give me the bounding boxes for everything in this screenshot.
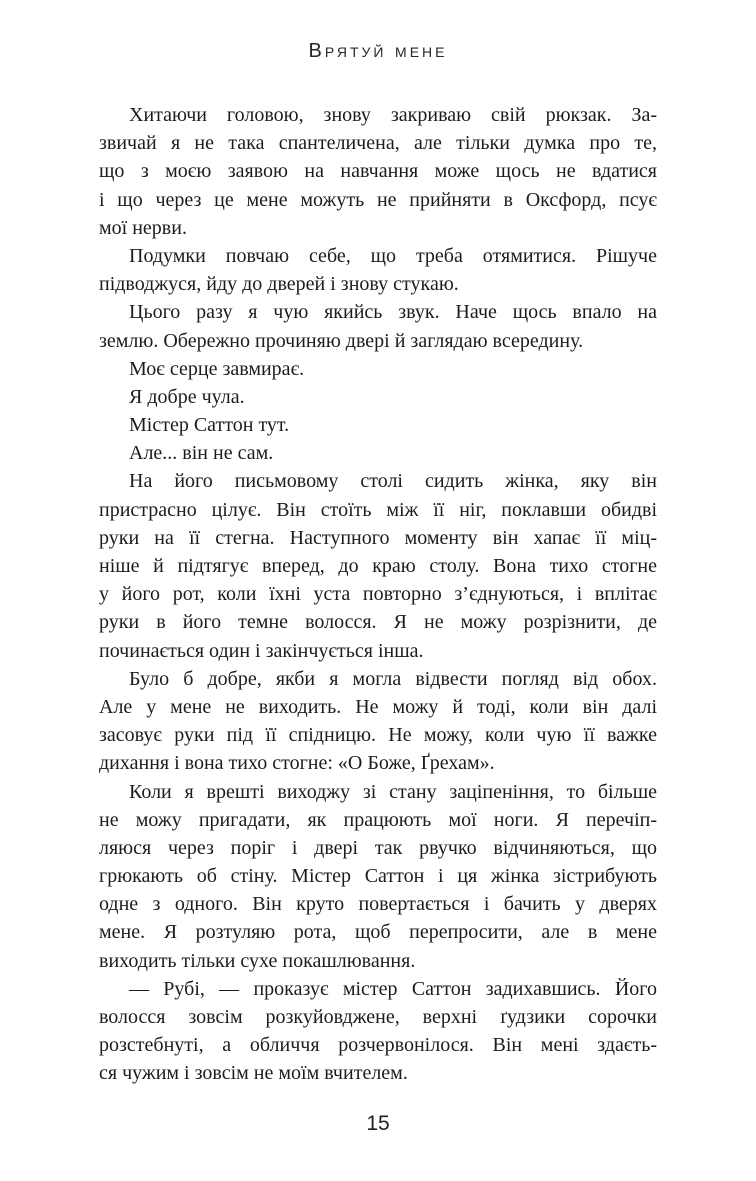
text-line: — Рубі, — проказує містер Саттон задихавшись. Його [129,977,657,1000]
text-line: ніше й підтягує вперед, до краю столу. Вона тихо стогне [99,555,657,577]
text-line: і що через це мене можуть не прийняти в Оксфорд, псує [99,188,657,211]
text-line: Цього разу я чую якийсь звук. Наче щось впало на [129,301,657,324]
text-line: що з моєю заявою на навчання може щось не вдатися [99,160,657,183]
text-line: грюкають об стіну. Містер Саттон і ця жінка зістрибують [99,865,657,888]
text-line: виходить тільки сухе покашлювання. [99,949,416,972]
text-line: розстебнуті, а обличчя розчервонілося. Він мені здаєть- [99,1034,657,1057]
paragraph [99,101,657,242]
text-line: землю. Обережно прочиняю двері й заглядаю всередину. [99,329,584,352]
paragraph [99,383,657,411]
text-line: Подумки повчаю себе, що треба отямитися. Рішуче [129,244,657,267]
text-line: у його рот, коли їхні уста повторно з’єднуються, і вплітає [99,583,657,606]
running-header: Врятуй мене [308,40,448,62]
text-line: мої нерви. [99,216,187,239]
paragraph [99,242,657,298]
paragraph [99,778,657,975]
text-line: одне з одного. Він круто повертається і бачить у дверях [99,893,657,916]
text-line: Але у мене не виходить. Не можу й тоді, коли він далі [99,695,657,718]
text-line: Хитаючи головою, знову закриваю свій рюкзак. За- [129,104,657,126]
text-line: засовує руки під її спідницю. Не можу, коли чую її важке [99,724,657,747]
paragraph [99,975,657,1088]
paragraph [99,355,657,383]
text-line: дихання і вона тихо стогне: «О Боже, Ґрехам». [99,752,495,775]
text-line: Коли я врешті виходжу зі стану заціпеніння, то більше [129,780,657,803]
paragraph [99,298,657,354]
page-number: 15 [366,1112,390,1135]
paragraph [99,467,657,664]
text-line: ся чужим і зовсім не моїм вчителем. [99,1062,408,1085]
text-line: руки в його темне волосся. Я не можу розрізнити, де [99,611,657,634]
text-line: Я добре чула. [129,385,245,408]
text-line: Було б добре, якби я могла відвести погляд від обох. [129,667,657,690]
paragraph [99,439,657,467]
text-line: підводжуся, йду до дверей і знову стукаю. [99,273,459,296]
paragraph [99,665,657,778]
text-line: починається один і закінчується інша. [99,639,424,662]
text-line: мене. Я розтуляю рота, щоб перепросити, але в мене [99,921,657,944]
text-line: звичай я не така спантеличена, але тільки думка про те, [99,132,657,155]
text-line: Моє серце завмирає. [129,357,305,380]
text-line: пристрасно цілує. Він стоїть між її ніг, поклавши обидві [99,498,657,521]
text-line: Але... він не сам. [129,442,274,465]
paragraph [99,411,657,439]
text-line: не можу пригадати, як працюють мої ноги. Я перечіп- [99,808,657,831]
text-line: руки на її стегна. Наступного моменту він хапає її міц- [99,526,657,549]
text-line: волосся зовсім розкуйовджене, верхні ґудзики сорочки [99,1006,657,1028]
text-line: ляюся через поріг і двері так рвучко відчиняються, що [99,836,657,859]
text-line: На його письмовому столі сидить жінка, яку він [129,470,657,493]
text-line: Містер Саттон тут. [129,414,290,437]
text-block [99,101,657,1088]
